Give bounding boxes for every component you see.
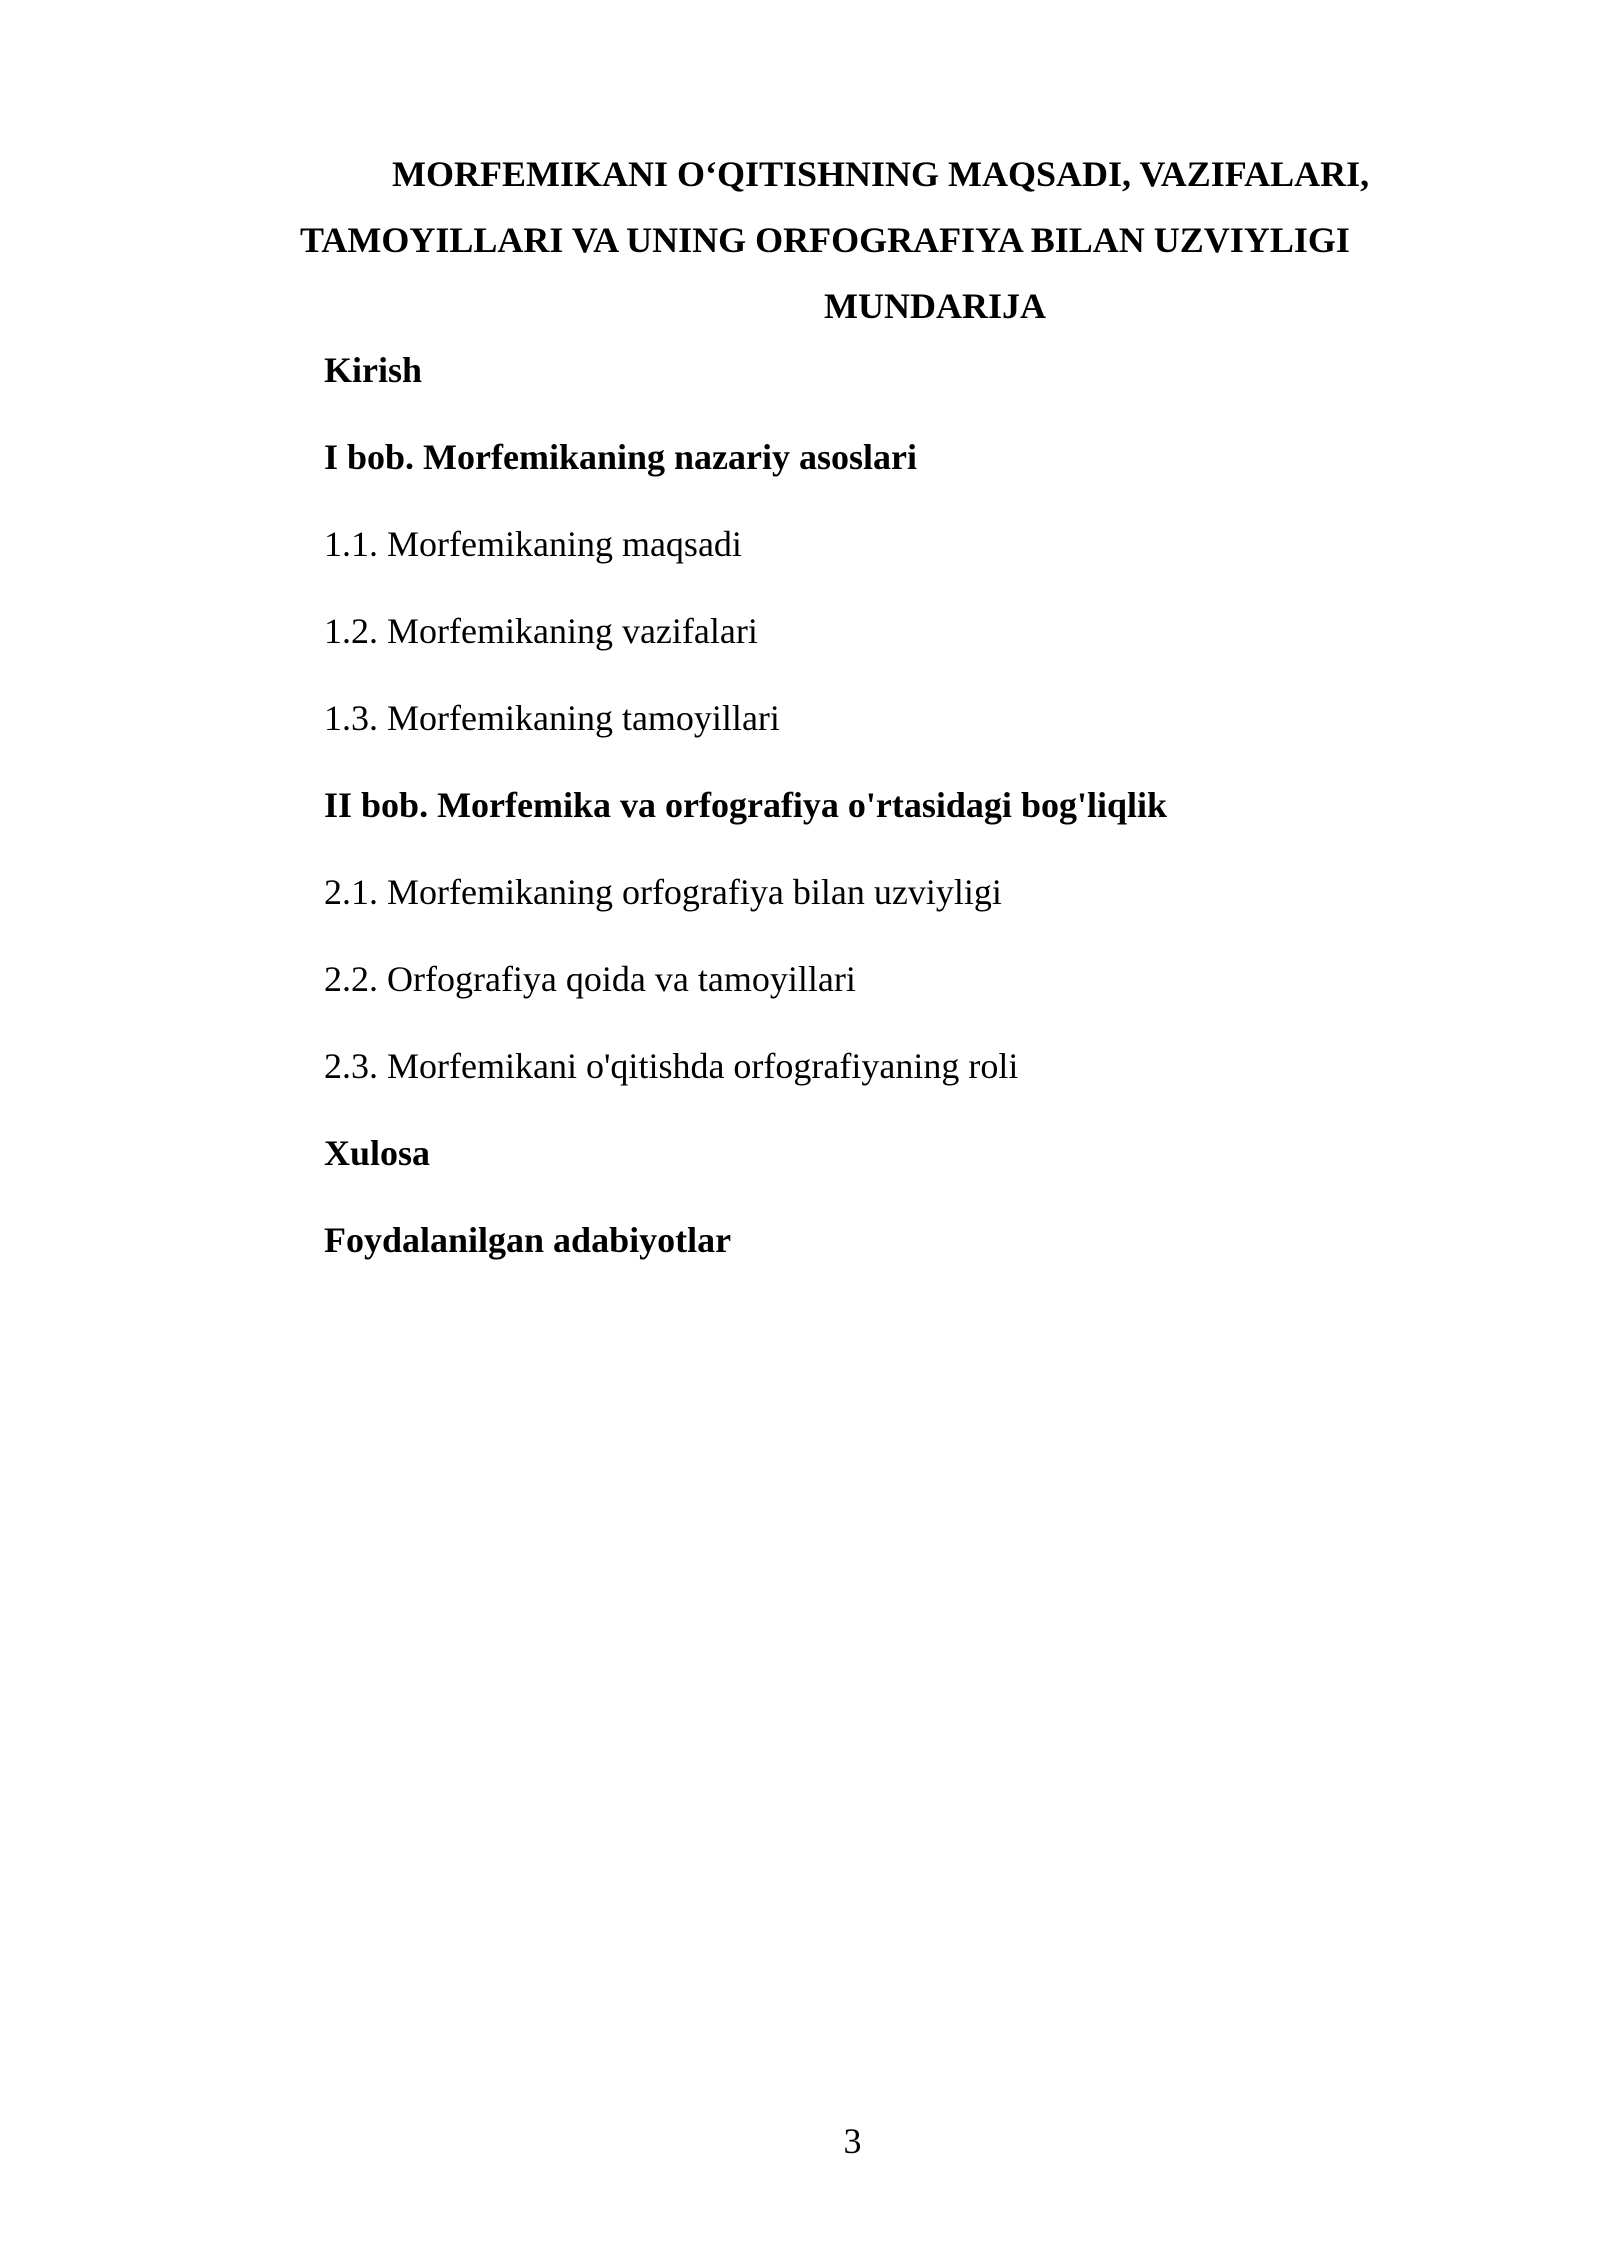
toc-item-section-1-3: 1.3. Morfemikaning tamoyillari — [324, 698, 780, 738]
document-title — [300, 141, 1430, 339]
toc-item-section-2-1: 2.1. Morfemikaning orfografiya bilan uzviyligi — [324, 872, 1002, 912]
title-line-1: MORFEMIKANI O‘QITISHNING MAQSADI, VAZIFALARI, — [392, 154, 1370, 194]
toc-item-section-1-1: 1.1. Morfemikaning maqsadi — [324, 524, 742, 564]
toc-item-chapter-2: II bob. Morfemika va orfografiya o'rtasidagi bog'liqlik — [324, 785, 1168, 825]
title-line-2: TAMOYILLARI VA UNING ORFOGRAFIYA BILAN UZVIYLIGI — [300, 220, 1350, 260]
page-number: 3 — [843, 2121, 862, 2161]
contents-heading: MUNDARIJA — [824, 286, 1046, 326]
toc-item-section-2-2: 2.2. Orfografiya qoida va tamoyillari — [324, 959, 856, 999]
toc-item-references: Foydalanilgan adabiyotlar — [324, 1220, 732, 1260]
table-of-contents — [324, 340, 1424, 1297]
toc-item-introduction: Kirish — [324, 350, 423, 390]
toc-item-section-1-2: 1.2. Morfemikaning vazifalari — [324, 611, 758, 651]
toc-item-chapter-1: I bob. Morfemikaning nazariy asoslari — [324, 437, 918, 477]
toc-item-conclusion: Xulosa — [324, 1133, 431, 1173]
toc-item-section-2-3: 2.3. Morfemikani o'qitishda orfografiyaning roli — [324, 1046, 1019, 1086]
